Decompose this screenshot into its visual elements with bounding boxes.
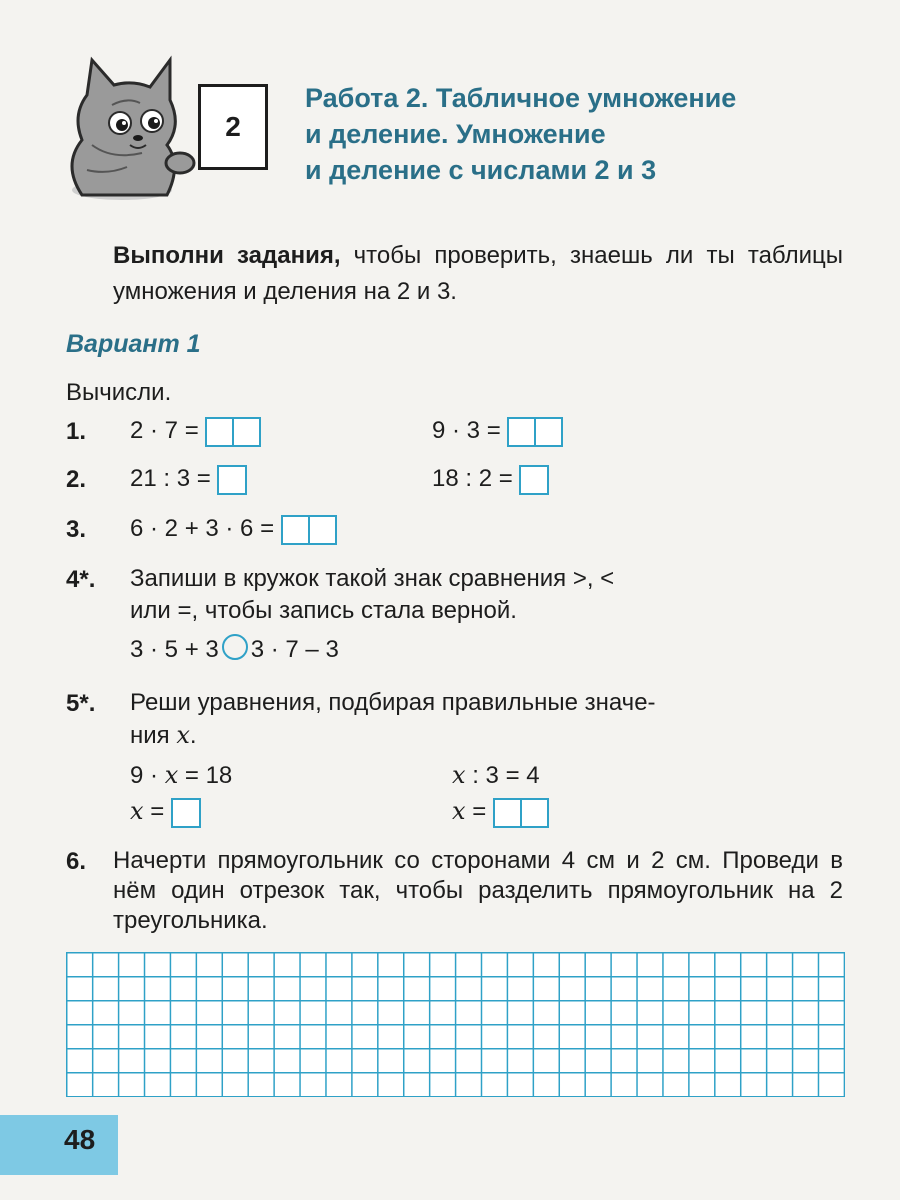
comparison-circle[interactable]	[222, 634, 248, 660]
task-1-number: 1.	[66, 418, 87, 445]
task-2-left-expr: 21 : 3 =	[130, 465, 211, 492]
task-1-left-expr: 2 · 7 =	[130, 417, 199, 444]
task-1-right	[432, 416, 563, 447]
intro-rest: чтобы проверить, знаешь ли ты таблицы умножения и деления на 2 и 3.	[113, 242, 843, 305]
task-5-line-2: ния x.	[130, 721, 197, 749]
task-1-right-expr: 9 · 3 =	[432, 417, 501, 444]
intro-bold: Выполни задания,	[113, 242, 341, 269]
task-2-right-expr: 18 : 2 =	[432, 465, 513, 492]
answer-equals: =	[143, 798, 165, 825]
answer-box[interactable]	[217, 465, 247, 495]
answer-equals: =	[465, 798, 487, 825]
task-4-number: 4*.	[66, 566, 96, 593]
task-2-left	[130, 464, 247, 495]
answer-box[interactable]	[281, 515, 337, 545]
variable-x: x	[130, 797, 144, 825]
task-4-line-2: или =, чтобы запись стала верной.	[130, 597, 517, 624]
equation-1-a: 9 ·	[130, 762, 165, 789]
cat-illustration	[52, 45, 202, 205]
task-5-line-1: Реши уравнения, подбирая правильные значе-	[130, 689, 656, 716]
task-5-number: 5*.	[66, 690, 96, 717]
answer-box[interactable]	[493, 798, 549, 828]
task-4-expr-left: 3 · 5 + 3	[130, 636, 219, 663]
answer-box[interactable]	[171, 798, 201, 828]
page-title	[305, 80, 865, 188]
equation-2-b: : 3 = 4	[465, 762, 540, 789]
title-line-2: и деление. Умножение	[305, 119, 606, 149]
compute-label: Вычисли.	[66, 379, 172, 406]
variable-x: x	[164, 761, 179, 789]
variable-x: x	[452, 797, 466, 825]
variant-heading: Вариант 1	[66, 330, 201, 358]
task-4-expr-right: 3 · 7 – 3	[250, 636, 339, 663]
task-4-expression	[130, 634, 339, 665]
answer-box[interactable]	[519, 465, 549, 495]
task-4-line-1: Запиши в кружок такой знак сравнения >, <	[130, 565, 615, 592]
answer-box[interactable]	[205, 417, 261, 447]
task-6-text: Начерти прямоугольник со сторонами 4 см и 2 см. Проведи в нём один отрезок так, чтобы разделить прямоугольник на 2 треугольника.	[113, 847, 843, 934]
equation-1-answer	[130, 796, 201, 828]
drawing-grid[interactable]	[66, 952, 845, 1097]
task-6-number: 6.	[66, 848, 87, 875]
task-2-number: 2.	[66, 466, 87, 493]
equation-1	[130, 760, 232, 791]
equation-1-b: = 18	[178, 762, 233, 789]
title-line-3: и деление с числами 2 и 3	[305, 155, 657, 185]
page-number-tab	[0, 1115, 118, 1175]
task-3-expr: 6 · 2 + 3 · 6 =	[130, 515, 275, 542]
variable-x: x	[176, 721, 190, 749]
variable-x: x	[452, 761, 466, 789]
answer-box[interactable]	[507, 417, 563, 447]
title-line-1: Работа 2. Табличное умножение	[305, 83, 737, 113]
task-3-number: 3.	[66, 516, 87, 543]
work-number-badge: 2	[198, 84, 268, 170]
task-5-line-2-text: ния	[130, 722, 170, 749]
equation-2	[452, 760, 540, 791]
intro-paragraph	[113, 238, 843, 310]
task-3	[130, 514, 337, 545]
equation-2-answer	[452, 796, 549, 828]
page-number: 48	[64, 1124, 96, 1155]
task-2-right	[432, 464, 549, 495]
task-1-left	[130, 416, 261, 447]
